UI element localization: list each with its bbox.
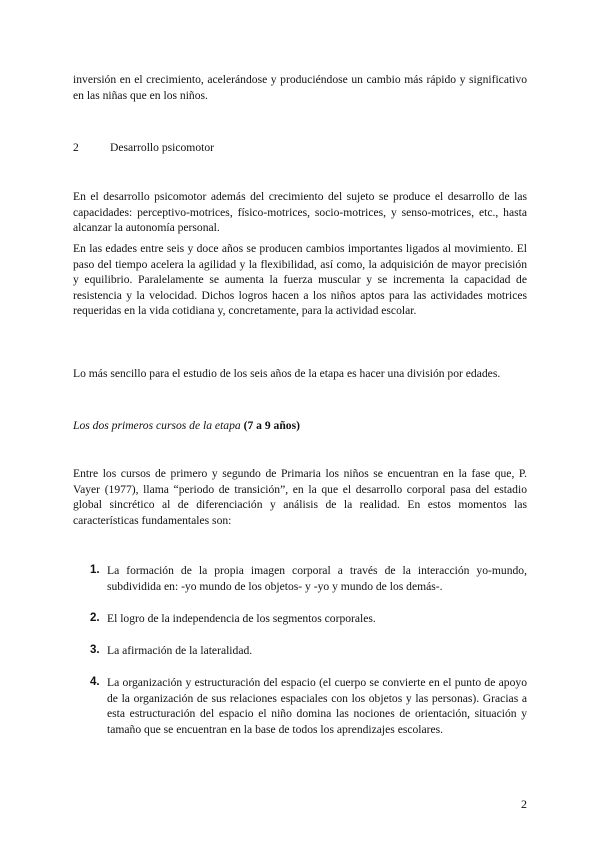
list-item-text: La organización y estructuración del espacio (el cuerpo se convierte en el punto de apoyo de la organización de sus relaciones espaciales con los objetos y las personas). Gracias a esta estructuración del espacio el niño domina las nociones de orientación, situación y tamaño que se encuentran en la base de todos los aprendizajes escolares.: [107, 676, 527, 736]
intro-paragraph: inversión en el crecimiento, acelerándose y produciéndose un cambio más rápido y significativo en las niñas que en los niños.: [73, 73, 527, 102]
list-item-text: La formación de la propia imagen corporal a través de la interacción yo-mundo, subdividida en: -yo mundo de los objetos- y -yo y mundo de los demás-.: [107, 564, 527, 593]
subsection-title-bold: (7 a 9 años): [243, 419, 300, 432]
section-number: 2: [73, 141, 79, 154]
body-paragraph-1: En el desarrollo psicomotor además del crecimiento del sujeto se produce el desarrollo de las capacidades: perceptivo-motrices, físico-motrices, socio-motrices, y senso-motrices, etc., hasta alcanzar la autonomía personal.: [73, 190, 527, 234]
subsection-heading: [73, 418, 300, 434]
body-paragraph-2: En las edades entre seis y doce años se producen cambios importantes ligados al movimiento. El paso del tiempo acelera la agilidad y la flexibilidad, así como, la adquisición de mayor precisión y equilibrio. Paralelamente se aumenta la fuerza muscular y se incrementa la capacidad de resistencia y la velocidad. Dichos logros hacen a los niños aptos para las actividades motrices requeridas en la vida cotidiana y, concretamente, para la actividad escolar.: [73, 242, 527, 317]
section-title: Desarrollo psicomotor: [110, 141, 214, 154]
page-number: 2: [521, 797, 527, 811]
list-item: [90, 563, 527, 594]
section-heading: [73, 140, 214, 156]
list-marker: 4.: [90, 676, 100, 688]
list-item-text: El logro de la independencia de los segmentos corporales.: [107, 612, 376, 625]
list-marker: 2.: [90, 612, 100, 624]
list-item: [90, 675, 527, 737]
list-item-text: La afirmación de la lateralidad.: [107, 644, 253, 657]
list-item: [90, 643, 527, 659]
subsection-paragraph: Entre los cursos de primero y segundo de Primaria los niños se encuentran en la fase que, P. Vayer (1977), llama “periodo de transición”, en la que el desarrollo corporal pasa del estadio global sincrético al de diferenciación y análisis de la realidad. En estos momentos las características fundamentales son:: [73, 467, 527, 527]
subsection-title-italic: Los dos primeros cursos de la etapa: [73, 419, 241, 432]
list-marker: 3.: [90, 644, 100, 656]
list-item: [90, 611, 527, 627]
body-paragraph-3: Lo más sencillo para el estudio de los seis años de la etapa es hacer una división por edades.: [73, 367, 501, 380]
list-marker: 1.: [90, 564, 100, 576]
